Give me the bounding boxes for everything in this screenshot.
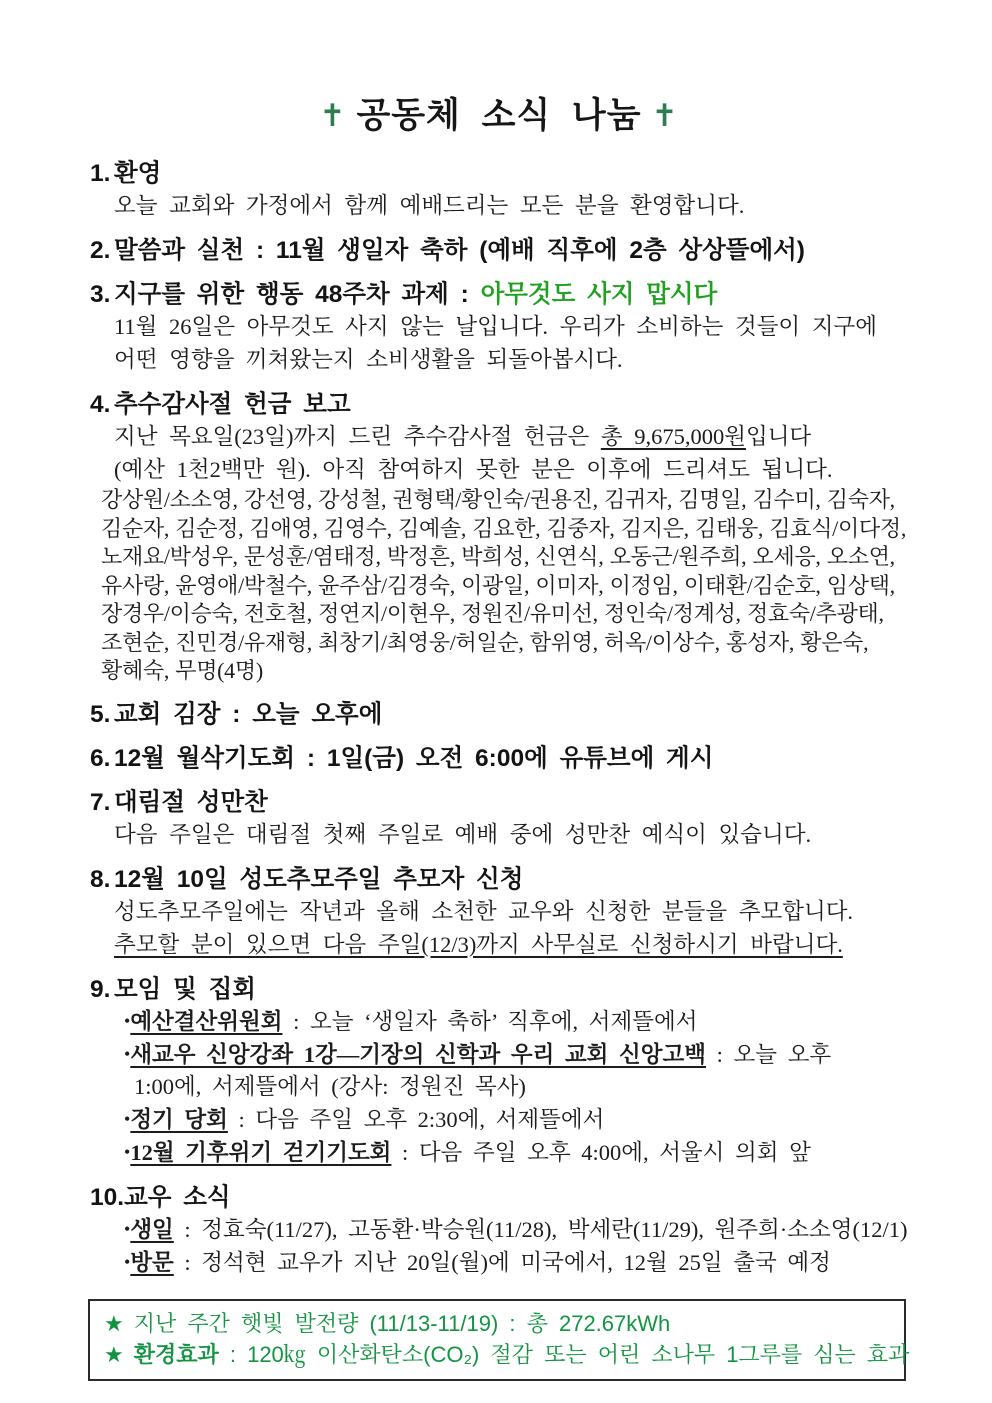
meeting-list — [124, 1005, 908, 1169]
section-heading — [90, 1182, 908, 1213]
section-advent-communion — [90, 787, 908, 851]
section-member-news — [90, 1182, 908, 1279]
bullet-icon: • — [124, 1218, 131, 1239]
page-title — [90, 88, 908, 138]
name-list-line: 김순자, 김순정, 김애영, 김영수, 김예솔, 김요한, 김중자, 김지은, 김태웅, 김효식/이다정, — [101, 515, 907, 541]
section-heading — [90, 787, 908, 818]
heading-plain: 지구를 위한 행동 48주차 과제 : — [114, 281, 481, 308]
section-body: 오늘 교회와 가정에서 함께 예배드리는 모든 분을 환영합니다. — [114, 193, 745, 218]
list-item — [124, 1246, 908, 1279]
section-number: 1. — [90, 160, 111, 187]
body-line: 성도추모주일에는 작년과 올해 소천한 교우와 신청한 분들을 추모합니다. — [114, 898, 854, 924]
section-heading-text: 대림절 성만찬 — [114, 788, 268, 816]
section-body — [114, 895, 908, 961]
section-heading-text: 교회 김장 : 오늘 오후에 — [114, 700, 383, 728]
star-icon: ★ — [104, 1341, 124, 1367]
body-line — [114, 928, 908, 961]
bullet-icon: • — [124, 1141, 131, 1162]
section-number: 3. — [90, 281, 111, 308]
item-title: 12월 기후위기 걷기기도회 — [130, 1139, 392, 1165]
list-item — [124, 1038, 908, 1071]
section-heading-text: 말씀과 실천 : 11월 생일자 축하 (예배 직후에 2층 상상뜰에서) — [114, 237, 805, 264]
section-heading-text: 12월 월삭기도회 : 1일(금) 오전 6:00에 유튜브에 게시 — [114, 744, 714, 772]
list-item — [124, 1213, 908, 1246]
energy-text: 지난 주간 햇빛 발전량 (11/13-11/19) : 총 272.67kWh — [133, 1310, 671, 1336]
underlined-notice: 추모할 분이 있으면 다음 주일(12/3)까지 사무실로 신청하시기 바랍니다. — [114, 931, 843, 957]
item-title: 방문 — [130, 1249, 174, 1275]
bullet-icon: • — [124, 1010, 131, 1031]
name-list-line: 장경우/이승숙, 전호철, 정연지/이현우, 정원진/유미선, 정인숙/정계성, 정효숙/추광태, — [101, 601, 884, 626]
item-title: 생일 — [130, 1216, 174, 1242]
list-item — [124, 1005, 908, 1038]
energy-line — [104, 1339, 910, 1370]
section-heading — [90, 389, 908, 420]
energy-line — [104, 1308, 892, 1339]
section-heading-text: 환영 — [114, 160, 162, 187]
section-heading — [90, 279, 908, 310]
section-memorial-sunday — [90, 864, 908, 961]
section-thanksgiving-offering — [90, 389, 908, 686]
section-welcome — [90, 158, 908, 222]
section-number: 2. — [90, 237, 111, 264]
section-kimjang — [90, 699, 908, 730]
section-heading — [90, 974, 908, 1005]
section-number: 10. — [90, 1183, 125, 1211]
section-meetings — [90, 974, 908, 1169]
section-heading — [90, 158, 908, 189]
name-list-line: 노재요/박성우, 문성훈/염태정, 박정흔, 박희성, 신연식, 오동근/원주희, 오세응, 오소연, — [101, 544, 895, 569]
body-text: 지난 목요일(23일)까지 드린 추수감사절 헌금은 — [114, 424, 601, 449]
bullet-icon: • — [124, 1108, 131, 1129]
item-detail-continued: 1:00에, 서제뜰에서 (강사: 정원진 목사) — [134, 1073, 526, 1099]
page-title-text: 공동체 소식 나눔 — [356, 96, 642, 135]
item-title: 예산결산위원회 — [130, 1008, 283, 1034]
underlined-amount: 총 9,675,000원 — [600, 424, 746, 449]
bullet-icon: • — [124, 1251, 131, 1272]
section-number: 5. — [90, 700, 111, 728]
section-heading-text: 교우 소식 — [124, 1183, 231, 1211]
item-detail: : 다음 주일 오후 4:00에, 서울시 의회 앞 — [391, 1139, 811, 1165]
body-line: (예산 1천2백만 원). 아직 참여하지 못한 분은 이후에 드리셔도 됩니다. — [114, 457, 833, 482]
section-heading — [90, 699, 908, 730]
item-detail: : 오늘 오후 — [705, 1041, 832, 1067]
name-list-line: 조현순, 진민경/유재형, 최창기/최영웅/허일순, 함위영, 허옥/이상수, 홍성자, 황은숙, — [101, 629, 869, 655]
list-item — [124, 1103, 908, 1136]
section-number: 8. — [90, 865, 111, 893]
section-heading-text: 12월 10일 성도추모주일 추모자 신청 — [114, 865, 524, 893]
solar-energy-box — [88, 1299, 910, 1381]
section-heading — [90, 743, 908, 774]
cross-icon: ✝ — [651, 98, 679, 133]
section-heading-text — [114, 279, 717, 310]
donor-name-list — [101, 486, 908, 686]
body-line — [114, 420, 908, 453]
body-line: 어떤 영향을 끼쳐왔는지 소비생활을 되돌아봅시다. — [114, 347, 623, 372]
section-body: 다음 주일은 대림절 첫째 주일로 예배 중에 성만찬 예식이 있습니다. — [114, 821, 812, 847]
energy-label: 환경효과 — [133, 1341, 219, 1367]
section-number: 9. — [90, 975, 111, 1003]
item-title: 새교우 신앙강좌 1강—기장의 신학과 우리 교회 신앙고백 — [130, 1041, 706, 1067]
item-detail: : 정석현 교우가 지난 20일(월)에 미국에서, 12월 25일 출국 예정 — [173, 1249, 831, 1275]
item-detail: : 정효숙(11/27), 고동환·박승원(11/28), 박세란(11/29), 원주희·소소영(12/1) — [173, 1216, 908, 1242]
section-heading-text: 추수감사절 헌금 보고 — [114, 391, 351, 418]
section-number: 6. — [90, 744, 111, 772]
section-number: 4. — [90, 391, 111, 418]
heading-highlight: 아무것도 사지 맙시다 — [480, 281, 718, 308]
name-list-line: 황혜숙, 무명(4명) — [101, 658, 263, 683]
section-body — [114, 420, 908, 486]
item-detail: : 다음 주일 오후 2:30에, 서제뜰에서 — [227, 1106, 605, 1132]
section-heading — [90, 235, 908, 266]
member-news-list — [124, 1213, 908, 1279]
name-list-line: 유사랑, 윤영애/박철수, 윤주삼/김경숙, 이광일, 이미자, 이정임, 이태환/김순호, 임상택, — [101, 572, 895, 598]
section-number: 7. — [90, 788, 111, 816]
star-icon: ★ — [104, 1310, 124, 1336]
cross-icon: ✝ — [319, 98, 347, 133]
section-body — [114, 310, 908, 376]
section-heading — [90, 864, 908, 895]
name-list-line: 강상원/소소영, 강선영, 강성철, 권형택/황인숙/권용진, 김귀자, 김명일, 김수미, 김숙자, — [101, 487, 895, 512]
section-prayer-meeting — [90, 743, 908, 774]
energy-text: : 120㎏ 이산화탄소(CO₂) 절감 또는 어린 소나무 1그루를 심는 효과 — [218, 1341, 910, 1367]
section-earth-action — [90, 279, 908, 376]
section-heading-text: 모임 및 집회 — [114, 975, 256, 1003]
body-line: 11월 26일은 아무것도 사지 않는 날입니다. 우리가 소비하는 것들이 지구에 — [114, 314, 877, 339]
item-detail: : 오늘 ‘생일자 축하’ 직후에, 서제뜰에서 — [282, 1008, 698, 1034]
list-item — [124, 1136, 908, 1169]
bullet-icon: • — [124, 1043, 131, 1064]
section-word-practice — [90, 235, 908, 266]
body-text: 입니다 — [745, 424, 812, 449]
item-title: 정기 당회 — [130, 1106, 228, 1132]
